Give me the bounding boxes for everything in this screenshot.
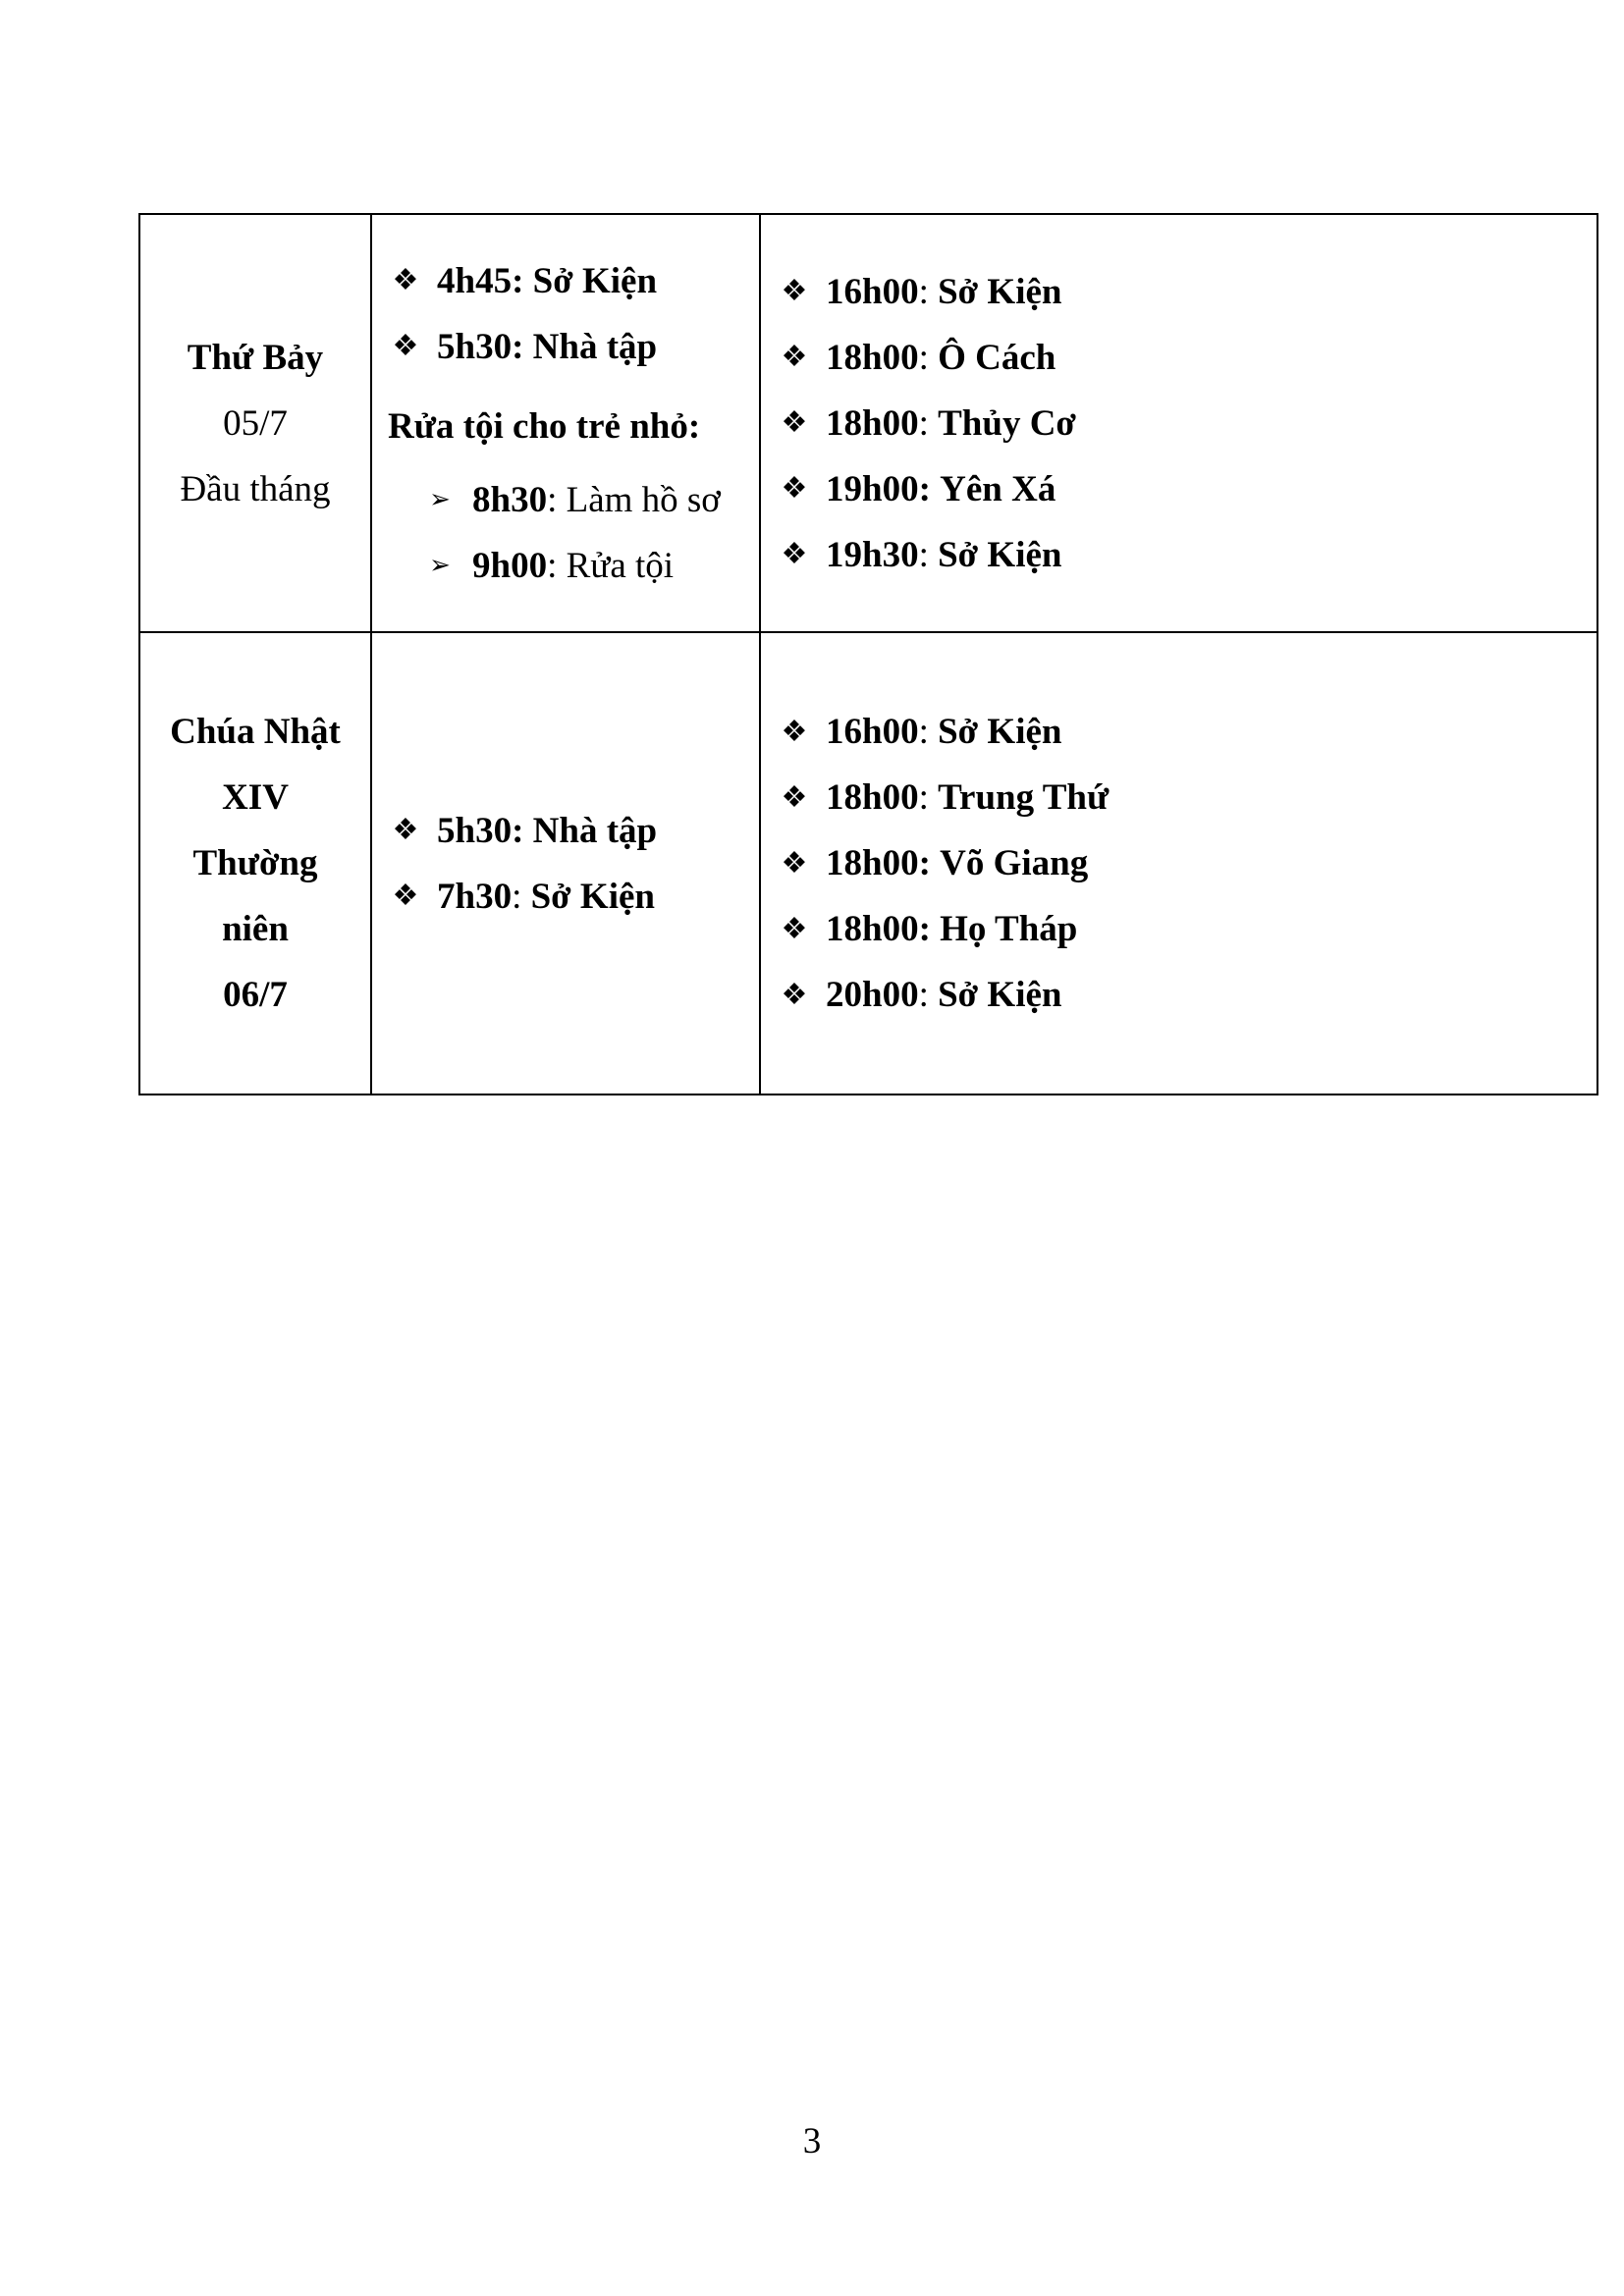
- activity-label: : Rửa tội: [547, 545, 675, 586]
- place-label: Sở Kiện: [523, 260, 658, 301]
- place-label: Sở Kiện: [530, 876, 655, 917]
- diamond-bullet-icon: ❖: [392, 330, 419, 362]
- time-label: 18h00: [826, 402, 919, 444]
- place-label: Ô Cách: [938, 337, 1056, 378]
- day-week: XIV: [222, 777, 289, 818]
- morning-cell: [371, 214, 760, 632]
- time-label: 5h30: [437, 326, 513, 367]
- list-item: ❖ 20h00 : Sở Kiện: [777, 962, 1597, 1028]
- baptism-heading: Rửa tội cho trẻ nhỏ:: [388, 405, 701, 447]
- list-item: ❖ 18h00 : Trung Thứ: [777, 765, 1597, 830]
- day-date: 06/7: [223, 975, 288, 1015]
- day-cell: [139, 214, 371, 632]
- time-label: 19h30: [826, 534, 919, 575]
- list-item: [425, 467, 759, 533]
- place-label: Trung Thứ: [938, 777, 1110, 818]
- diamond-bullet-icon: ❖: [781, 912, 808, 945]
- mass-schedule-table: [138, 213, 1598, 1095]
- diamond-bullet-icon: ❖: [392, 264, 419, 296]
- place-label: Yên Xá: [940, 468, 1056, 509]
- list-item: ❖ 18h00 : Họ Tháp: [777, 896, 1597, 962]
- time-label: 18h00: [826, 909, 919, 949]
- list-item: ❖ 4h45 : Sở Kiện: [388, 248, 759, 314]
- time-label: 20h00: [826, 975, 919, 1015]
- place-label: Võ Giang: [940, 843, 1089, 883]
- list-item: ❖ 5h30 : Nhà tập: [388, 314, 759, 380]
- place-label: Thủy Cơ: [938, 402, 1076, 444]
- page-number: 3: [802, 2121, 822, 2162]
- day-name: Chúa Nhật: [170, 712, 341, 752]
- place-label: Họ Tháp: [940, 909, 1078, 949]
- diamond-bullet-icon: ❖: [392, 880, 419, 912]
- time-label: 9h00: [472, 545, 548, 586]
- arrow-bullet-icon: ➢: [429, 485, 451, 513]
- diamond-bullet-icon: ❖: [781, 715, 808, 748]
- list-item: [425, 533, 759, 599]
- list-item: ❖ 18h00 : Ô Cách: [777, 325, 1597, 391]
- list-item: ❖ 7h30 : Sở Kiện: [388, 864, 759, 930]
- evening-cell: [760, 632, 1597, 1095]
- list-item: ❖ 18h00 : Võ Giang: [777, 830, 1597, 896]
- time-label: 16h00: [826, 271, 919, 312]
- diamond-bullet-icon: ❖: [781, 472, 808, 505]
- day-cell: [139, 632, 371, 1095]
- arrow-bullet-icon: ➢: [429, 551, 451, 579]
- table-row: [139, 632, 1597, 1095]
- time-label: 4h45: [437, 260, 513, 301]
- diamond-bullet-icon: ❖: [781, 341, 808, 373]
- place-label: Nhà tập: [523, 326, 658, 367]
- list-item: ❖ 19h00 : Yên Xá: [777, 456, 1597, 522]
- list-item: ❖ 5h30 : Nhà tập: [388, 798, 759, 864]
- time-label: 19h00: [826, 468, 919, 509]
- diamond-bullet-icon: ❖: [781, 406, 808, 439]
- day-date: 05/7: [223, 402, 288, 444]
- evening-cell: [760, 214, 1597, 632]
- list-item: ❖ 16h00 : Sở Kiện: [777, 259, 1597, 325]
- time-label: 18h00: [826, 777, 919, 818]
- diamond-bullet-icon: ❖: [781, 538, 808, 570]
- time-label: 16h00: [826, 712, 919, 752]
- diamond-bullet-icon: ❖: [781, 978, 808, 1011]
- diamond-bullet-icon: ❖: [781, 275, 808, 307]
- day-season-1: Thường: [192, 843, 318, 883]
- time-label: 18h00: [826, 337, 919, 378]
- list-item: ❖ 19h30 : Sở Kiện: [777, 522, 1597, 588]
- place-label: Sở Kiện: [938, 271, 1062, 312]
- diamond-bullet-icon: ❖: [781, 780, 808, 814]
- list-item: ❖ 16h00 : Sở Kiện: [777, 699, 1597, 765]
- time-label: 5h30: [437, 810, 513, 851]
- diamond-bullet-icon: ❖: [781, 846, 808, 880]
- table-row: [139, 214, 1597, 632]
- place-label: Nhà tập: [523, 810, 658, 851]
- time-label: 8h30: [472, 479, 548, 520]
- diamond-bullet-icon: ❖: [392, 814, 419, 846]
- list-item: ❖ 18h00 : Thủy Cơ: [777, 391, 1597, 456]
- place-label: Sở Kiện: [938, 975, 1062, 1015]
- time-label: 7h30: [437, 876, 513, 917]
- day-season-2: niên: [222, 909, 289, 949]
- day-note: Đầu tháng: [180, 468, 331, 509]
- activity-label: : Làm hồ sơ: [547, 479, 721, 520]
- time-label: 18h00: [826, 843, 919, 883]
- place-label: Sở Kiện: [938, 534, 1062, 575]
- place-label: Sở Kiện: [938, 712, 1062, 752]
- day-name: Thứ Bảy: [187, 337, 324, 378]
- morning-cell: [371, 632, 760, 1095]
